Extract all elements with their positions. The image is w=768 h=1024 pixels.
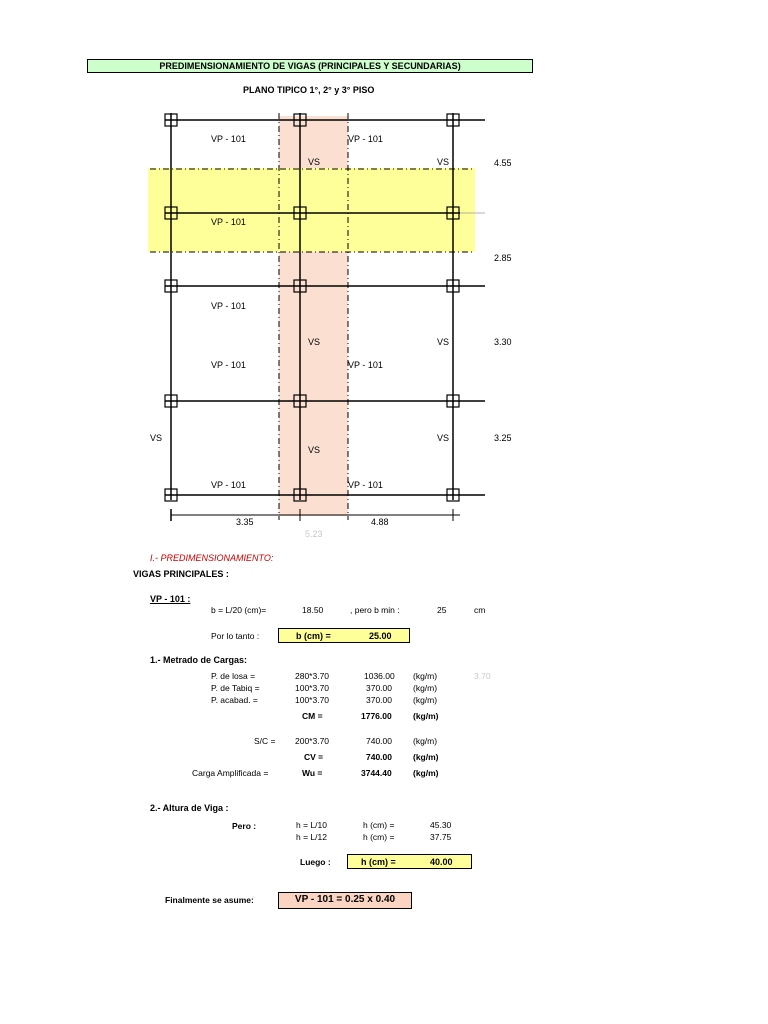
page-title: PREDIMENSIONAMIENTO DE VIGAS (PRINCIPALES Y SECUNDARIAS) [87, 59, 533, 73]
row-dimension: 3.30 [494, 337, 512, 347]
cv-value: 740.00 [366, 752, 392, 762]
h-result-box [347, 854, 472, 869]
section-subheading: VIGAS PRINCIPALES : [133, 569, 229, 579]
luego-label: Luego : [300, 857, 331, 867]
final-label: Finalmente se asume: [165, 895, 254, 905]
row-dimension: 2.85 [494, 253, 512, 263]
carga-unit: (kg/m) [413, 683, 438, 693]
secondary-label: VS [437, 433, 450, 443]
b-result-label: b (cm) = [296, 631, 331, 641]
secondary-label: VS [437, 337, 450, 347]
final-result: VP - 101 = 0.25 x 0.40 [278, 892, 412, 909]
beam-label: VP - 101 [211, 360, 246, 370]
beam-label: VP - 101 [348, 134, 383, 144]
b-min-label: , pero b min : [350, 605, 400, 615]
b-value: 18.50 [302, 605, 324, 615]
section-heading: I.- PREDIMENSIONAMIENTO: [150, 553, 274, 563]
col-dimension: 4.88 [371, 517, 389, 527]
beam-label: VP - 101 [211, 301, 246, 311]
sc-value: 740.00 [366, 736, 392, 746]
wu-value: 3744.40 [361, 768, 392, 778]
carga-expr: 280*3.70 [295, 671, 330, 681]
pero-label: Pero : [232, 821, 257, 831]
secondary-label: VS [150, 433, 163, 443]
beam-label: VP - 101 [348, 360, 383, 370]
secondary-label: VS [308, 157, 321, 167]
carga-label: P. acabad. = [211, 695, 258, 705]
beam-label: VP - 101 [348, 480, 383, 490]
ghost-note: 3.70 [474, 671, 491, 681]
secondary-label: VS [308, 337, 321, 347]
carga-value: 370.00 [366, 683, 392, 693]
carga-label: P. de Tabiq = [211, 683, 260, 693]
beam-id: VP - 101 : [150, 594, 191, 604]
total-dimension: 5.23 [305, 529, 323, 539]
b-result-box [278, 628, 410, 643]
h2-value: 37.75 [430, 832, 452, 842]
carga-label: P. de losa = [211, 671, 256, 681]
secondary-label: VS [308, 445, 321, 455]
h1-label: h (cm) = [363, 820, 395, 830]
h2-label: h (cm) = [363, 832, 395, 842]
h1-value: 45.30 [430, 820, 452, 830]
h1-formula: h = L/10 [296, 820, 327, 830]
beam-label: VP - 101 [211, 480, 246, 490]
sc-unit: (kg/m) [413, 736, 438, 746]
altura-heading: 2.- Altura de Viga : [150, 803, 229, 813]
beam-label: VP - 101 [211, 217, 246, 227]
wu-label: Wu = [302, 768, 323, 778]
cv-unit: (kg/m) [413, 752, 439, 762]
carga-unit: (kg/m) [413, 695, 438, 705]
h-result-value: 40.00 [430, 857, 453, 867]
carga-expr: 100*3.70 [295, 683, 330, 693]
cv-label: CV = [304, 752, 324, 762]
wu-unit: (kg/m) [413, 768, 439, 778]
secondary-label: VS [437, 157, 450, 167]
b-formula: b = L/20 (cm)= [211, 605, 267, 615]
b-unit: cm [474, 605, 486, 615]
beam-label: VP - 101 [211, 134, 246, 144]
por-lo-tanto: Por lo tanto : [211, 631, 260, 641]
row-dimension: 3.25 [494, 433, 512, 443]
row-dimension: 4.55 [494, 158, 512, 168]
plan-subtitle: PLANO TIPICO 1°, 2° y 3° PISO [243, 85, 375, 95]
sc-expr: 200*3.70 [295, 736, 330, 746]
cm-value: 1776.00 [361, 711, 392, 721]
carga-value: 370.00 [366, 695, 392, 705]
cargas-heading: 1.- Metrado de Cargas: [150, 655, 248, 665]
carga-value: 1036.00 [364, 671, 395, 681]
h-result-label: h (cm) = [361, 857, 396, 867]
cm-unit: (kg/m) [413, 711, 439, 721]
carga-unit: (kg/m) [413, 671, 438, 681]
carga-amplificada-label: Carga Amplificada = [192, 768, 269, 778]
highlight-band [148, 168, 475, 252]
b-min-value: 25 [437, 605, 447, 615]
h2-formula: h = L/12 [296, 832, 327, 842]
b-result-value: 25.00 [369, 631, 392, 641]
carga-expr: 100*3.70 [295, 695, 330, 705]
cm-label: CM = [302, 711, 323, 721]
sc-label: S/C = [254, 736, 276, 746]
col-dimension: 3.35 [236, 517, 254, 527]
